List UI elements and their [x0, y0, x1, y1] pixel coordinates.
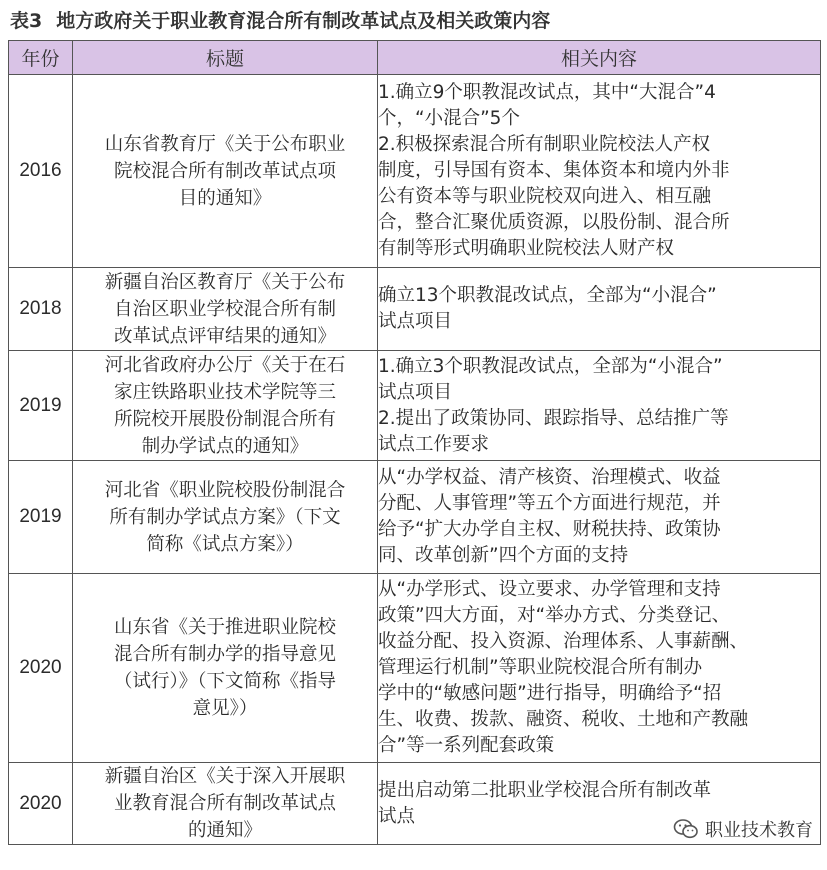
title-line: 院校混合所有制改革试点项 [113, 160, 336, 182]
content-line: 确立13个职教混改试点，全部为“小混合” [378, 285, 717, 306]
title-line: 所有制办学试点方案》（下文 [109, 506, 341, 528]
cell-content [378, 268, 821, 351]
content-line: 1.确立3个职教混改试点，全部为“小混合” [378, 355, 723, 377]
title-line: 简称《试点方案》） [146, 533, 304, 555]
cell-title [73, 351, 378, 461]
cell-content [378, 574, 821, 763]
header-year: 年份 [9, 41, 73, 75]
cell-content [378, 75, 821, 268]
table-number: 表3 [10, 10, 43, 32]
content-line: 1.确立9个职教混改试点，其中“大混合”4 [378, 82, 716, 103]
table-row [9, 75, 821, 268]
table-row [9, 351, 821, 461]
cell-year: 2016 [9, 75, 73, 268]
content-line: 试点 [378, 805, 416, 827]
content-line: 试点项目 [378, 381, 453, 403]
content-line: 公有资本等与职业院校双向进入、相互融 [378, 186, 712, 207]
cell-year: 2018 [9, 268, 73, 351]
content-line: 收益分配、投入资源、治理体系、人事薪酬、 [378, 631, 749, 652]
title-line: 制办学试点的通知》 [141, 435, 309, 457]
table-row [9, 268, 821, 351]
title-line: 混合所有制办学的指导意见 [113, 644, 336, 665]
cell-title [73, 75, 378, 268]
content-line: 2.积极探索混合所有制职业院校法人产权 [378, 134, 711, 155]
cell-title [73, 763, 378, 845]
cell-year: 2020 [9, 763, 73, 845]
title-line: 新疆自治区教育厅《关于公布 [104, 271, 346, 293]
cell-content [378, 351, 821, 461]
content-line: 学中的“敏感问题”进行指导，明确给予“招 [378, 683, 722, 704]
title-line: 改革试点评审结果的通知》 [113, 325, 336, 347]
cell-title [73, 574, 378, 763]
content-line: 分配、人事管理”等五个方面进行规范，并 [378, 493, 721, 514]
content-line: 2.提出了政策协同、跟踪指导、总结推广等 [378, 407, 729, 429]
title-line: 山东省教育厅《关于公布职业 [104, 133, 346, 155]
content-line: 试点项目 [378, 311, 453, 332]
cell-content [378, 461, 821, 574]
title-line: 业教育混合所有制改革试点 [113, 793, 336, 814]
policy-table [8, 40, 821, 845]
title-line: 自治区职业学校混合所有制 [113, 298, 336, 320]
watermark-text: 职业技术教育 [705, 820, 813, 841]
content-line: 提出启动第二批职业学校混合所有制改革 [378, 779, 712, 801]
title-line: 目的通知》 [178, 187, 272, 209]
title-line: 河北省政府办公厅《关于在石 [104, 354, 346, 376]
content-line: 给予“扩大办学自主权、财税扶持、政策协 [378, 519, 721, 540]
cell-title [73, 268, 378, 351]
content-line: 合”等一系列配套政策 [378, 735, 555, 756]
content-line: 从“办学形式、设立要求、办学管理和支持 [378, 579, 721, 600]
cell-title [73, 461, 378, 574]
table-row [9, 461, 821, 574]
title-line: 山东省《关于推进职业院校 [113, 617, 336, 638]
table-title: 地方政府关于职业教育混合所有制改革试点及相关政策内容 [56, 10, 551, 32]
title-line: 河北省《职业院校股份制混合 [104, 479, 346, 501]
title-line: 所院校开展股份制混合所有 [113, 408, 336, 430]
cell-year: 2020 [9, 574, 73, 763]
content-line: 同、改革创新”四个方面的支持 [378, 545, 629, 566]
content-line: 有制等形式明确职业院校法人财产权 [378, 238, 675, 259]
table-caption [10, 4, 550, 38]
watermark [673, 816, 813, 842]
title-line: 意见》） [192, 698, 258, 719]
table-row [9, 574, 821, 763]
content-line: 政策”四大方面，对“举办方式、分类登记、 [378, 605, 731, 626]
title-line: （试行）》（下文简称《指导 [113, 671, 336, 692]
title-line: 家庄铁路职业技术学院等三 [113, 381, 336, 403]
header-content: 相关内容 [378, 41, 821, 75]
wechat-icon [673, 818, 699, 840]
title-line: 新疆自治区《关于深入开展职 [104, 766, 346, 787]
content-line: 试点工作要求 [378, 433, 490, 455]
content-line: 管理运行机制”等职业院校混合所有制办 [378, 657, 703, 678]
header-title: 标题 [73, 41, 378, 75]
content-line: 制度，引导国有资本、集体资本和境内外非 [378, 160, 730, 181]
content-line: 从“办学权益、清产核资、治理模式、收益 [378, 467, 721, 488]
cell-year: 2019 [9, 461, 73, 574]
content-line: 个，“小混合”5个 [378, 108, 520, 129]
table-header-row [9, 41, 821, 75]
title-line: 的通知》 [187, 820, 262, 841]
content-line: 合，整合汇聚优质资源，以股份制、混合所 [378, 212, 730, 233]
content-line: 生、收费、拨款、融资、税收、土地和产教融 [378, 709, 749, 730]
table-body [9, 75, 821, 845]
cell-year: 2019 [9, 351, 73, 461]
